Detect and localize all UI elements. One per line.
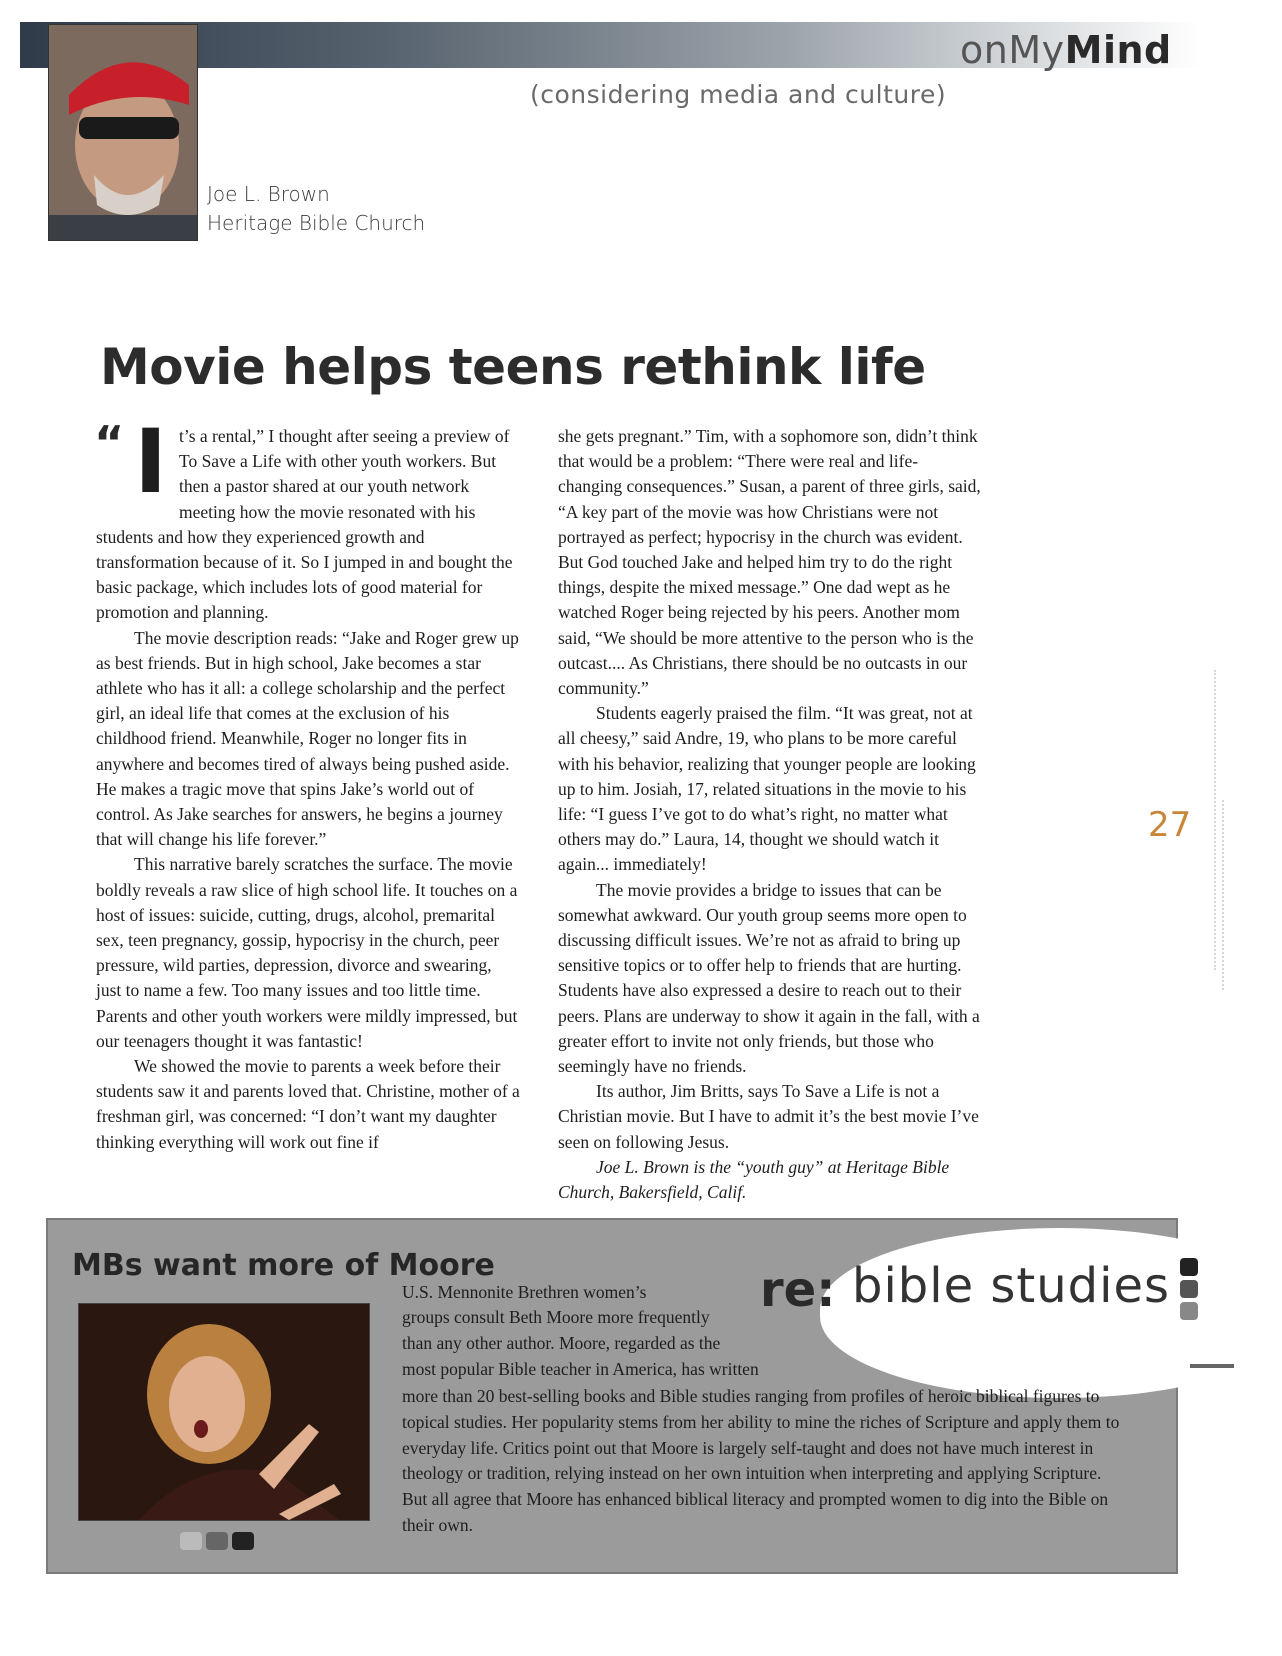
- sidebar-text-line: most popular Bible teacher in America, has written: [402, 1359, 759, 1379]
- author-photo: [48, 24, 198, 241]
- drop-cap: I: [134, 410, 167, 513]
- article-headline: Movie helps teens rethink life: [100, 338, 926, 396]
- sidebar-text-line: than any other author. Moore, regarded as the: [402, 1333, 721, 1353]
- paragraph: The movie description reads: “Jake and Roger grew up as best friends. But in high school, Jake becomes a star athlete who has it all: a college scholarship and the perfect girl, an ideal life that comes at the exclusion of his childhood friend. Meanwhile, Roger no longer fits in anywhere and becomes tired of always being pushed aside. He makes a tragic move that spins Jake’s world out of control. As Jake searches for answers, he begins a journey that will change his life forever.”: [96, 627, 519, 850]
- sidebar-photo: [78, 1303, 370, 1521]
- side-dotted-rule: [1214, 670, 1218, 970]
- sidebar-text-line: groups consult Beth Moore more frequently: [402, 1307, 710, 1327]
- section-brand: [960, 28, 1172, 72]
- paragraph: she gets pregnant.” Tim, with a sophomore son, didn’t think that would be a problem: “There were real and life-changing consequences.” Susan, a parent of three girls, said, “A key part of the movie was how Christians were not portrayed as perfect; hypocrisy in the church was evident. But God touched Jake and helped him try to do the right things, despite the mixed message.” One dad wept as he watched Roger being rejected by his peers. Another mom said, “We should be more attentive to the person who is the outcast.... As Christians, there should be no outcasts in our community.”: [558, 426, 981, 699]
- re-label: re:: [760, 1262, 836, 1318]
- paragraph: This narrative barely scratches the surface. The movie boldly reveals a raw slice of high school life. It touches on a host of issues: suicide, cutting, drugs, alcohol, premarital sex, teen pregnancy, gossip, hypocrisy in the church, peer pressure, wild parties, depression, divorce and swearing, just to name a few. Too many issues and too little time. Parents and other youth workers were mildly impressed, but our teenagers thought it was fantastic!: [96, 854, 518, 1051]
- brand-on: on: [960, 28, 1009, 72]
- paragraph: Students eagerly praised the film. “It was great, not at all cheesy,” said Andre, 19, who plans to be more careful with his behavior, realizing that younger people are looking up to him. Josiah, 17, related situations in the movie to his life: “I guess I’ve got to do what’s right, no matter what others may do.” Laura, 14, thought we should watch it again... immediately!: [558, 703, 976, 875]
- paragraph: The movie provides a bridge to issues that can be somewhat awkward. Our youth group seems more open to discussing difficult issues. We’re not as afraid to bring up sensitive topics or to offer help to friends that are hurting. Students have also expressed a desire to reach out to their peers. Plans are underway to show it again in the fall, with a greater effort to invite not only friends, but those who seemingly have no friends.: [558, 879, 980, 1077]
- section-subtitle: (considering media and culture): [530, 80, 947, 109]
- article-column-2: [558, 424, 982, 1205]
- page-number: 27: [1148, 805, 1192, 845]
- sidebar-title: MBs want more of Moore: [72, 1248, 495, 1283]
- brand-mind: Mind: [1064, 28, 1172, 72]
- paragraph: We showed the movie to parents a week before their students saw it and parents loved that. Christine, mother of a freshman girl, was concerned: “I don’t want my daughter thinking everything will work out fine if: [96, 1056, 520, 1152]
- brand-my: My: [1008, 28, 1065, 72]
- author-portrait-image: [49, 25, 197, 240]
- sidebar-text-line: U.S. Mennonite Brethren women’s: [402, 1282, 647, 1302]
- author-byline: Joe L. Brown is the “youth guy” at Heritage Bible Church, Bakersfield, Calif.: [558, 1156, 950, 1203]
- author-name: Joe L. Brown: [207, 182, 330, 206]
- section-label: bible studies: [852, 1258, 1170, 1314]
- author-church: Heritage Bible Church: [207, 211, 426, 235]
- beth-moore-photo-image: [79, 1304, 369, 1520]
- side-dotted-rule: [1222, 800, 1226, 990]
- decorative-dots-small: [180, 1532, 258, 1555]
- author-credit: [207, 180, 425, 238]
- sidebar-body-text: more than 20 best-selling books and Bible studies ranging from profiles of heroic biblical figures to topical studies. Her popularity stems from her ability to mine the riches of Scripture and apply them to everyday life. Critics point out that Moore is largely self-taught and does not have much interest in theology or tradition, relying instead on her own intuition when interpreting and applying Scripture. But all agree that Moore has enhanced biblical literacy and prompted women to dig into the Bible on their own.: [402, 1386, 1120, 1535]
- paragraph: Its author, Jim Britts, says To Save a Life is not a Christian movie. But I have to admit it’s the best movie I’ve seen on following Jesus.: [558, 1081, 979, 1152]
- article-column-1: [94, 410, 520, 1155]
- drop-quote-mark: “: [94, 416, 121, 470]
- swoosh-rule: [1190, 1364, 1234, 1368]
- paragraph: t’s a rental,” I thought after seeing a preview of To Save a Life with other youth workers. But then a pastor shared at our youth network meeting how the movie resonated with his students and how they experienced growth and transformation because of it. So I jumped in and bought the basic package, which includes lots of good material for promotion and planning.: [96, 426, 513, 623]
- decorative-dots: [1180, 1258, 1200, 1324]
